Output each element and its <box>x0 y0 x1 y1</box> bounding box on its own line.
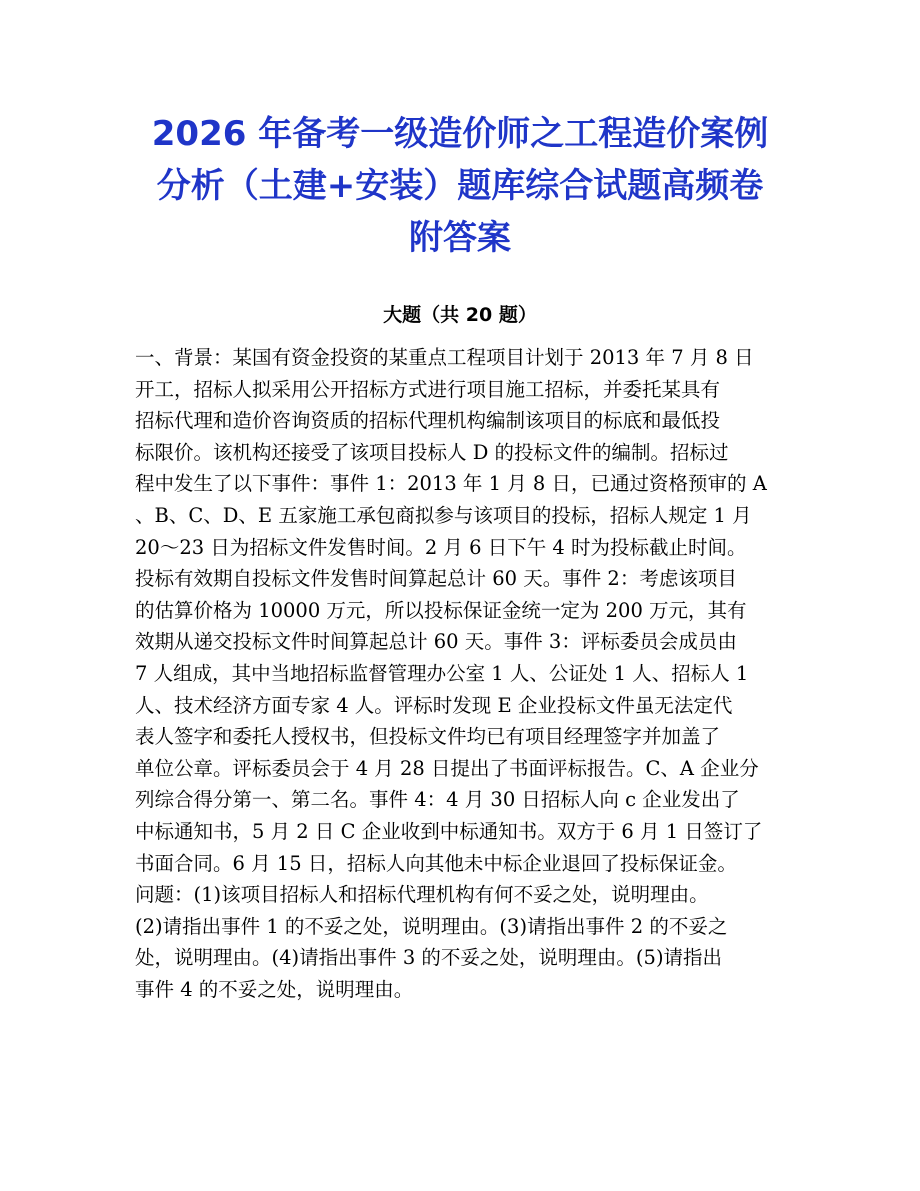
body-line: 一、背景：某国有资金投资的某重点工程项目计划于 2013 年 7 月 8 日 <box>135 346 754 369</box>
body-line: 20～23 日为招标文件发售时间。2 月 6 日下午 4 时为投标截止时间。 <box>135 535 747 559</box>
body-line: 7 人组成，其中当地招标监督管理办公室 1 人、公证处 1 人、招标人 1 <box>135 661 749 685</box>
body-line: 的估算价格为 10000 万元，所以投标保证金统一定为 200 万元，其有 <box>135 598 747 622</box>
title-line-3: 附答案 <box>409 218 511 258</box>
body-line: 程中发生了以下事件：事件 1：2013 年 1 月 8 日，已通过资格预审的 A <box>135 472 767 496</box>
body-line: 标限价。该机构还接受了该项目投标人 D 的投标文件的编制。招标过 <box>135 440 729 464</box>
body-line: 书面合同。6 月 15 日，招标人向其他未中标企业退回了投标保证金。 <box>135 851 737 875</box>
body-line: 效期从递交投标文件时间算起总计 60 天。事件 3：评标委员会成员由 <box>135 630 737 654</box>
body-line: 表人签字和委托人授权书，但投标文件均已有项目经理签字并加盖了 <box>135 725 721 749</box>
body-line: 处，说明理由。(4)请指出事件 3 的不妥之处，说明理由。(5)请指出 <box>135 946 723 970</box>
body-line: 列综合得分第一、第二名。事件 4：4 月 30 日招标人向 c 企业发出了 <box>135 788 740 812</box>
body-line: 单位公章。评标委员会于 4 月 28 日提出了书面评标报告。C、A 企业分 <box>135 756 759 780</box>
title-line-1: 2026 年备考一级造价师之工程造价案例 <box>151 114 769 154</box>
body-line: 中标通知书，5 月 2 日 C 企业收到中标通知书。双方于 6 月 1 日签订了 <box>135 819 763 843</box>
section-heading: 大题（共 20 题） <box>383 304 537 326</box>
body-line: 人、技术经济方面专家 4 人。评标时发现 E 企业投标文件虽无法定代 <box>135 693 733 717</box>
body-line: (2)请指出事件 1 的不妥之处，说明理由。(3)请指出事件 2 的不妥之 <box>135 914 728 938</box>
body-line: 开工，招标人拟采用公开招标方式进行项目施工招标，并委托某具有 <box>135 377 721 401</box>
body-line: 事件 4 的不妥之处，说明理由。 <box>135 977 414 1001</box>
body-line: 招标代理和造价咨询资质的招标代理机构编制该项目的标底和最低投 <box>135 409 721 433</box>
body-line: 问题：(1)该项目招标人和招标代理机构有何不妥之处，说明理由。 <box>135 883 709 907</box>
body-line: 、B、C、D、E 五家施工承包商拟参与该项目的投标，招标人规定 1 月 <box>135 503 752 527</box>
body-line: 投标有效期自投标文件发售时间算起总计 60 天。事件 2：考虑该项目 <box>135 567 737 591</box>
question-body <box>135 342 785 1005</box>
document-title <box>120 108 800 264</box>
title-line-2: 分析（土建+安装）题库综合试题高频卷 <box>156 166 764 206</box>
